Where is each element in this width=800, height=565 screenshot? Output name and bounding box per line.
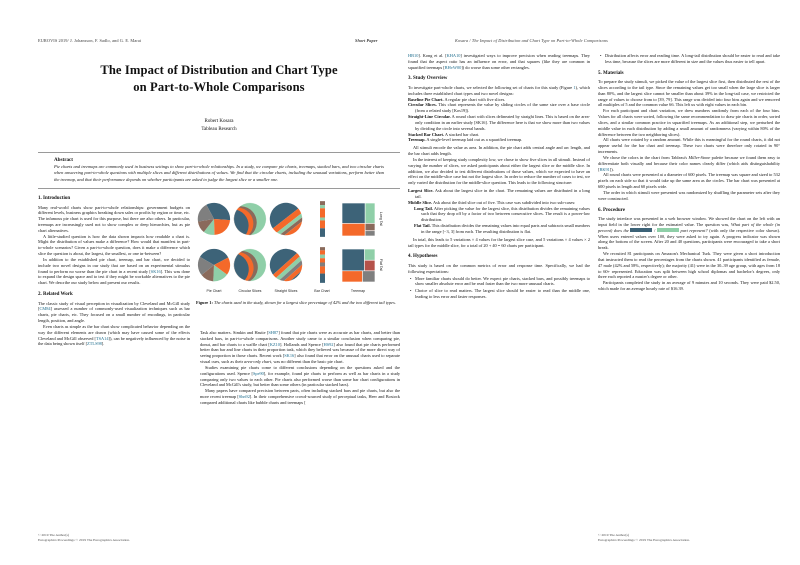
section-number-5: 5. (598, 70, 602, 76)
figure-row-label-flat-tail (376, 242, 386, 288)
section-number-1: 1. (38, 196, 42, 201)
column-four (598, 53, 780, 292)
term-long-tail: Long Tail. (414, 205, 433, 211)
section-title-2: Related Work (43, 292, 73, 298)
running-head-short-paper: Short Paper (355, 38, 378, 43)
section-number-3: 3. (408, 76, 412, 82)
section-title-1: Introduction (43, 196, 71, 201)
related-paragraph-4 (200, 365, 400, 388)
rw-p3-a: Task also matters. Simkin and Hastie [ (200, 330, 269, 335)
section-title-4: Hypotheses (413, 254, 438, 260)
author-affiliation: Tableau Research (201, 126, 237, 132)
chart-pie-long-tail (196, 196, 232, 242)
rw-p2-c: ]. (101, 341, 105, 347)
figure-reference-1[interactable]: 1 (573, 84, 576, 90)
hypothesis-item-1: • More familiar charts should do better. We expect pie charts, stacked bars, and possibly treemaps to show smaller absolute error and be read faster than the two more unusual charts. (415, 276, 590, 288)
footer-right-association: Eurographics Proceedings © 2019 The Eurographics Association. (598, 537, 690, 542)
chart-bar-flat-tail (304, 242, 340, 288)
citation-bk91[interactable]: BK91 (599, 166, 610, 172)
chart-bar-long-tail (304, 196, 340, 242)
footer-left-copyright: © 2019 The Author(s) (38, 532, 70, 537)
intro-paragraph-1: Many real-world charts show part-to-whole relationships: government budgets on different levels, business graphics breaking down sales or profits by region or time, etc. The infamous pie chart is used for this purpose, but there are also others. In particular, treemaps are increasingly used not to show complex or deep hierarchies, but as pie chart alternatives. (38, 204, 190, 233)
related-paragraph-3 (200, 330, 400, 365)
figure-caption (196, 300, 400, 306)
proc-p1-italic-2: part represent? (680, 227, 708, 233)
citation-shn92[interactable]: Shn92 (238, 394, 250, 400)
proc-p1-b: (with only the respective color shown). When users entered values over 100, they were asked to try again. A progress indicator was shown along the bottom of the screen. After 20 and 40 questions, participants were encouraged to take a short break. (598, 227, 780, 251)
related-paragraph-2 (38, 324, 190, 347)
abstract-text: Pie charts and treemaps are commonly used in business settings to show part-to-whole relationships. In a study, we compare pie charts, treemaps, stacked bars, and two circular charts when answering part-to-whole questions with multiple slices and different distributions of values. We find that the circular charts, including the unusual variations, perform better than the treemap, and that their performance depends on whether participants are asked to judge the largest slice or a smaller one. (54, 164, 384, 182)
materials-paragraph-3: All charts were rotated by a random amount. While this is meaningful for the round charts, it did not appear useful for the bar chart and treemap. These two charts were therefore only rotated in 90° increments. (598, 137, 780, 155)
row-label-text-long-tail: Long Tail (379, 211, 384, 227)
rw-p3-e: ] also found that error on the unusual charts used to separate visual cues, such as their (200, 353, 400, 365)
def-treemap: A single-level treemap laid out as a squarified treemap. (425, 137, 523, 143)
title-line-1: The Impact of Distribution and Chart Type (100, 63, 338, 77)
color-swatch-mint (657, 228, 679, 232)
materials-paragraph-1: To prepare the study stimuli, we picked the value of the largest slice first, then distributed the rest of the slices according to the tail type. Since the remaining values get too small when the large slice is larger than 80%, and the largest slice cannot be smaller than about 39% in the long-tail case, we restricted the range of values to choose from to [39, 79]. This range was divided into four bins again and we removed all multiples of 5 and the common value 66. This left us with eight values in each bin. (598, 79, 780, 108)
section-title-6: Procedure (603, 207, 626, 213)
mat-p4-b: palette because we found them easy to differentiate both visually and because their color names clearly differ (which aids distinguishability [ (598, 154, 781, 172)
subtail-definition-list (408, 206, 590, 235)
rw-p4-a: Studies examining pie charts come to different conclusions depending on the questions asked and the configurations used. Spence [ (200, 364, 400, 376)
related-paragraph-5 (200, 388, 400, 405)
citation-kz10[interactable]: KZ10 (269, 341, 280, 347)
def-straight-line-circular: A round chart with slices delineated by straight lines. This is based on the area-only condition in an earlier study [SK16]. The difference here is that we show more than two values by dividing the circle into several bands. (415, 114, 591, 131)
materials-paragraph-4 (598, 155, 780, 172)
section-number-2: 2. (38, 292, 42, 298)
chart-circular-slices-long-tail (232, 196, 268, 242)
abstract-heading: Abstract (54, 157, 73, 163)
citation-sk16-b[interactable]: SK16 (284, 353, 295, 359)
author-name: Robert Kosara (204, 119, 234, 124)
tail-definition-list (408, 188, 590, 235)
term-baseline-pie-chart: Baseline Pie Chart. (408, 96, 444, 102)
chart-type-definition-list (408, 97, 590, 144)
study-intro (408, 85, 590, 97)
footer-left-association: Eurographics Proceedings © 2019 The Eurographics Association. (38, 537, 130, 542)
materials-paragraph-2: For each participant and chart variation, we drew numbers randomly from each of the four bins. Values for all charts were sorted, following the same recommendation to draw pie charts in order, sorted slices, and a similar common practice in squarified treemaps. As an additional step, we perturbed the middle value in each distribution by adding a small amount of randomness (varying within 80% of the difference between the two neighboring slices). (598, 108, 780, 137)
term-treemap: Treemap. (408, 137, 426, 143)
heading-study-overview (408, 76, 590, 82)
def-stacked-bar-chart: A stacked bar chart. (444, 131, 480, 137)
figure-row-label-long-tail (376, 196, 386, 242)
rw-p2-a: Even charts as simple as the bar chart show complicated behavior depending on the way the different elements are drawn (which may have caused some of the effects Cleveland and McGill observed [ (38, 323, 190, 341)
column-two (200, 330, 400, 406)
title-line-2: on Part-to-Whole Comparisons (133, 80, 305, 94)
def-flat-tail: This distribution divides the remaining values into equal parts and subtracts small numbers in the range [−3, 3] from each. The resulting distribution is flat. (421, 223, 591, 234)
rw-p2-b: ]), can be negatively influenced by the noise in the data being shown itself [ (38, 335, 190, 347)
def-circular-slices: This chart represents the value by sliding circles of the same size over a base circle (from a related study [Kos19]). (415, 102, 590, 114)
term-stacked-bar-chart: Stacked Bar Chart. (408, 131, 444, 137)
heading-materials (598, 71, 780, 77)
footer-right-copyright: © 2019 The Author(s) (598, 532, 630, 537)
chart-pie-flat-tail (196, 242, 232, 288)
figure-label-bar-chart: Bar Chart (314, 289, 330, 293)
rw-p1-b: ] assessed a number of commonly-used visualization techniques such as bar charts, pie charts, etc. They focused on a small number of encodings, in particular length, position, and angle. (38, 306, 190, 324)
figure-label-straight-slices: Straight Slices (274, 289, 298, 293)
term-flat-tail: Flat Tail. (414, 223, 431, 229)
citation-ztls98[interactable]: ZTLS98 (87, 341, 102, 347)
row-label-text-flat-tail: Flat Tail (379, 258, 384, 272)
figure-column-labels (196, 289, 400, 293)
page-title (38, 62, 400, 96)
figure-label-treemap: Treemap (350, 289, 366, 293)
chart-straight-slices-long-tail (268, 196, 304, 242)
intro-p3-a: In addition to the established pie chart, treemap, and bar chart, we decided to include two novel designs in our study that are based on an experimental stimulus found to perform no worse than the pie chart in a recent study [ (38, 256, 190, 274)
chart-treemap-flat-tail (340, 242, 376, 288)
column-three (408, 53, 590, 301)
rw-p3-f: , was no different than the basic pie chart. (271, 359, 344, 365)
term-largest-slice: Largest Slice. (408, 188, 434, 194)
color-swatch-blue (630, 228, 652, 232)
term-middle-slice: Middle Slice. (408, 199, 433, 205)
intro-paragraph-2: A little-studied question is how the data shown impacts how readable a chart is. Might the distribution of values make a difference? How would that manifest in part-to-whole scenarios? Given a part-to-whole question, does it make a difference which slice the question is about, the largest, the smallest, or one in-between? (38, 233, 190, 257)
figure-caption-text: The charts used in the study, shown for a largest slice percentage of 42% and the two different tail types. (214, 300, 396, 305)
procedure-paragraph-2: We recruited 81 participants on Amazon's Mechanical Turk. They were given a short introduction that instructed them to read the percentages from the charts shown. 41 participants identified as female, 47 male (42% and 58%, respectively); the majority (41) were in the 30–39 age group, with ages from 18 to 60+ represented. Education was split between high school diplomas and bachelor's degrees, only three each reported a master's degree or other. (598, 251, 780, 280)
mat-p4-c: ]). (609, 166, 614, 172)
definition-flat-tail (414, 223, 590, 235)
rw-p5-d: ] investigated ways to improve precision when reading treemaps. They found that the aspect ratio has an influence on error, and that squares (like they are common in squarified treemaps [ (408, 53, 590, 70)
section-title-3: Study Overview (413, 76, 448, 82)
chart-circular-slices-flat-tail (232, 242, 268, 288)
abstract-block (38, 152, 400, 189)
citation-spe90[interactable]: Spe90 (252, 370, 264, 376)
study-after-paragraph: All stimuli encode the value as area. In addition, the pie chart adds central angle and arc length, and the bar chart adds length. (408, 145, 590, 157)
so-intro-a: To investigate part-whole charts, we selected the following set of charts for this study (Figure (408, 84, 574, 90)
rw-p3-italic: area-only chart (244, 359, 272, 365)
def-baseline-pie-chart: A regular pie chart with five slices. (443, 96, 506, 102)
figure-1 (196, 196, 400, 306)
materials-paragraph-6: The order in which stimuli were presented was randomized by shuffling the parameter sets after they were constructed. (598, 189, 780, 201)
citation-hs92[interactable]: HS92 (323, 341, 334, 347)
intro-p3-b: ]. This was done to expand the design space and to test if they might be workable alternatives to the pie chart. We describe our study below and present our results. (38, 268, 190, 286)
def-largest-slice: Ask about the largest slice in the chart. The remaining values are distributed in a long tail. (415, 188, 591, 199)
rw-p3-b: ] found that pie charts were as accurate as bar charts, and better than stacked bars, in part-to-whole comparisons. Another study came to a similar conclusion when comparing pie, donut, and bar charts to a waffle chart [ (200, 330, 400, 347)
footer-right (598, 533, 690, 544)
rw-p5-a: Many papers have compared precision between parts, often including stacked bars and pie charts, but also the more recent treemap [ (200, 388, 400, 400)
term-straight-line-circular: Straight-Line Circular. (408, 114, 451, 120)
footer-left (38, 533, 130, 544)
hypotheses-list-cont (598, 53, 780, 65)
section-number-6: 6. (598, 207, 602, 213)
section-title-5: Materials (603, 70, 624, 76)
def-middle-slice: Ask about the third slice out of five. This case was subdivided into two sub-cases: (432, 199, 576, 205)
figure-row-flat-tail (196, 242, 400, 288)
hypotheses-intro: This study is based on the common metrics of error and response time. Specifically, we had the following expectations: (408, 262, 590, 274)
definition-long-tail (414, 206, 590, 223)
related-paragraph-1 (38, 301, 190, 324)
definition-treemap (408, 137, 590, 143)
mat-p4-italic: Miller-Stone (688, 154, 711, 160)
definition-straight-line-circular (408, 114, 590, 131)
proc-p1-a: The study interface was presented in a web browser window. We showed the chart on the left with an input field in the lower right for the estimated value. The question was, (598, 216, 780, 227)
definition-circular-slices (408, 102, 590, 114)
rw-p3-d: ] also found that pie charts performed better than bar and line charts in their proportion task, which they believed was because of the more direct way of seeing proportion in those charts. Recent work [ (200, 341, 401, 359)
mat-p4-a: We chose the colors in the chart from Tableau's (603, 154, 689, 160)
rw-p4-b: ], for example, found pie charts to perform as well as bar charts in a study comparing only two values to each other. Pie charts also performed worse than some bar chart configurations in Cleveland and McGill's study, but better than some others (in particular stacked bars). (200, 370, 400, 388)
rw-p5-e: ]) do worse than some other rectangles. (461, 64, 530, 70)
term-circular-slices: Circular Slices. (408, 102, 437, 108)
heading-related-work (38, 292, 190, 298)
figure-label-pie-chart: Pie Chart (206, 289, 222, 293)
study-end-paragraph: In total, this leads to 5 variations × 4 values for the largest slice case, and 5 variations × 4 values × 2 tail types for the middle slice, for a total of 20 + 40 = 60 charts per participant. (408, 236, 590, 248)
citation-tsa14[interactable]: TSA14 (95, 335, 109, 341)
heading-introduction (38, 196, 190, 202)
hypothesis-item-3: • Distribution affects error and reading time. A long-tail distribution should be easier to read and take less time, because the slices are more different in size and the values thus easier to tell apart. (605, 53, 780, 65)
running-head-left: EUROVIS 2019/ J. Johansson, F. Sadlo, and G. E. Marai (38, 38, 142, 43)
hypothesis-item-2: • Choice of slice to read matters. The largest slice should be easier to read than the middle one, leading to less error and faster responses. (415, 288, 590, 300)
procedure-paragraph-1 (598, 216, 780, 251)
chart-treemap-long-tail (340, 196, 376, 242)
running-head-right: Kosara / The Impact of Distribution and Chart Type on Part-to-Whole Comparisons (455, 38, 608, 43)
figure-row-long-tail (196, 196, 400, 242)
rw-p5-b: ]. In their comprehensive crowd-sourced study of perceptual tasks, Heer and Bostock compared additional charts like bubble charts and treemaps [ (200, 394, 400, 405)
title-block (38, 62, 400, 133)
study-tail-paragraph: In the interest of keeping study complexity low, we chose to show five slices in all stimuli. Instead of varying the number of slices, we asked participants about either the largest slice or the middle slice. In addition, we also decided to test different distributions of those values, which we expected to have an effect on the middle-slice case but not the largest slice. In order to reduce the number of cases to test, we only varied the distribution for the middle-slice question. This leads to the following structure: (408, 156, 590, 186)
section-number-4: 4. (408, 254, 412, 260)
chart-straight-slices-flat-tail (268, 242, 304, 288)
author-block (38, 118, 400, 133)
citation-sk16[interactable]: SK16 (150, 268, 161, 274)
heading-hypotheses (408, 254, 590, 260)
procedure-paragraph-3: Participants completed the study in an average of 9 minutes and 10 seconds. They were paid $2.50, which made for an average hourly rate of $16.39. (598, 280, 780, 291)
materials-paragraph-5: All round charts were presented at a diameter of 600 pixels. The treemap was square and sized to 532 pixels on each side so that it would take up the same area as the circles. The bar chart was presented at 600 pixels in length and 60 pixels wide. (598, 172, 780, 190)
so-intro-b: ), which includes three established chart types and two novel designs: (408, 84, 591, 96)
figure-label-circular-slices: Circular Slices (238, 289, 262, 293)
related-paragraph-5-cont (408, 53, 590, 70)
def-long-tail: After picking the value for the largest slice, this distribution divides the remaining values such that they drop off by a factor of two between consecutive slices. The result is a power-law distribution. (421, 205, 590, 223)
figure-caption-label: Figure 1: (196, 300, 213, 305)
citation-kha10[interactable]: KHA10 (446, 53, 461, 58)
rw-p3-c: ]. Hollands and Spence [ (279, 341, 324, 347)
proc-p1-slash: / (654, 227, 656, 233)
citation-cm84[interactable]: CM84 (39, 306, 51, 312)
citation-sh87[interactable]: SH87 (268, 330, 279, 335)
rw-p5-c: ]. Kong et al. [ (418, 53, 447, 58)
proc-p1-italic: What part of the whole (in percent) does the (598, 221, 781, 233)
rw-p1-a: The classic study of visual perception in visualization by Cleveland and McGill study [ (38, 300, 190, 312)
heading-procedure (598, 208, 780, 214)
citation-hb10[interactable]: HB10 (408, 53, 419, 58)
citation-bhvw00[interactable]: BHvW00 (444, 64, 462, 70)
definition-largest-slice (408, 188, 590, 200)
hypotheses-list (408, 276, 590, 300)
intro-paragraph-3 (38, 257, 190, 286)
column-one (38, 196, 190, 347)
